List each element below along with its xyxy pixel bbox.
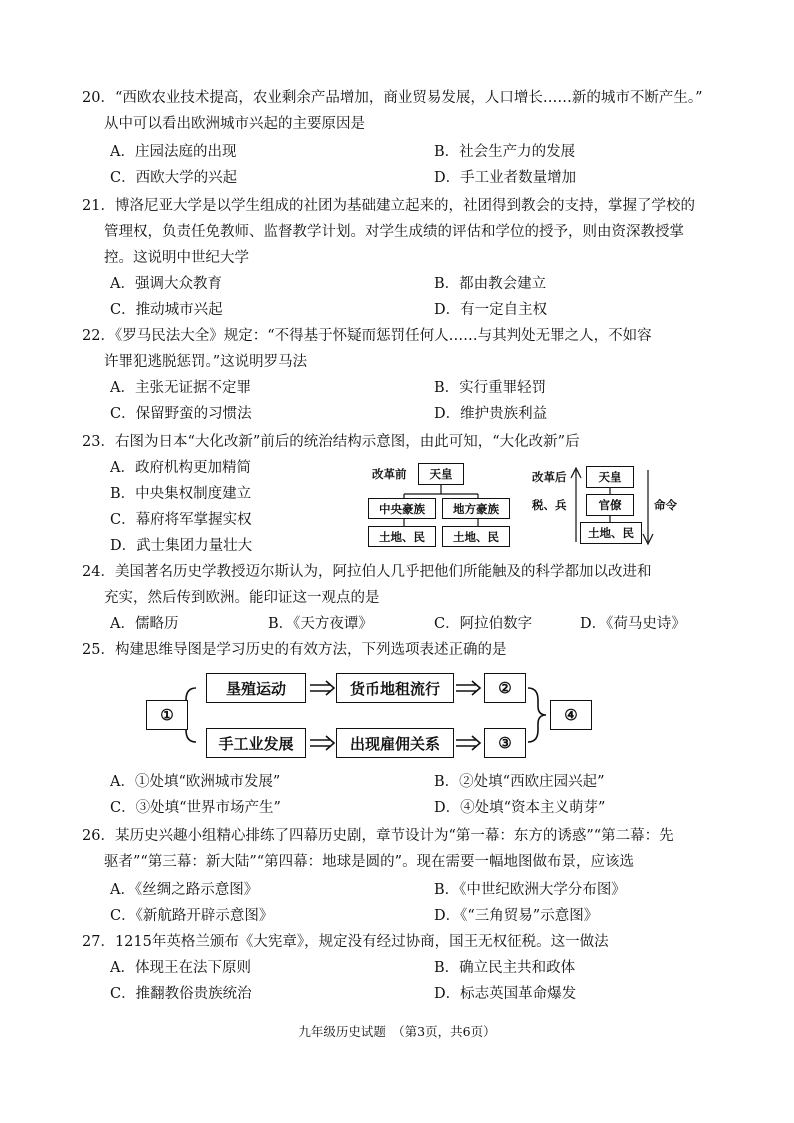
q23-option-d: D．武士集团力量壮大 xyxy=(110,538,253,554)
q20-option-b: B．社会生产力的发展 xyxy=(434,144,576,160)
diagram-before-land-people-2: 土地、民 xyxy=(442,526,510,547)
q22-option-d: D．维护贵族利益 xyxy=(434,406,548,422)
q20-option-c: C．西欧大学的兴起 xyxy=(110,170,238,186)
q26-option-c: C．《新航路开辟示意图》 xyxy=(110,908,274,924)
q20-stem-line-1: 20．“西欧农业技术提高，农业剩余产品增加，商业贸易发展，人口增长……新的城市不断产生。” xyxy=(82,90,703,106)
q21-option-b: B．都由教会建立 xyxy=(434,276,547,292)
q22-option-c: C．保留野蛮的习惯法 xyxy=(110,406,252,422)
diagram-before-land-people-1: 土地、民 xyxy=(368,526,436,547)
q22-stem-line-1: 22．《罗马民法大全》规定：“不得基于怀疑而惩罚任何人……与其判处无罪之人，不如容 xyxy=(82,328,652,344)
q21-option-a: A．强调大众教育 xyxy=(110,276,222,292)
q24-stem-line-1: 24．美国著名历史学教授迈尔斯认为，阿拉伯人几乎把他们所能触及的科学都加以改进和 xyxy=(82,564,652,580)
q27-stem-line-1: 27．1215年英格兰颁布《大宪章》，规定没有经过协商，国王无权征税。这一做法 xyxy=(82,934,609,950)
q25-option-b: B．②处填“西欧庄园兴起” xyxy=(434,774,605,790)
q20-option-a: A．庄园法庭的出现 xyxy=(110,144,237,160)
mindmap-node-3: ③ xyxy=(484,728,526,758)
q26-option-a: A．《丝绸之路示意图》 xyxy=(110,882,259,898)
q26-option-d: D．《“三角贸易”示意图》 xyxy=(434,908,599,924)
q21-stem-line-3: 控。这说明中世纪大学 xyxy=(104,250,249,266)
page-footer: 九年级历史试题 （第3页，共6页） xyxy=(298,1024,496,1039)
q22-option-b: B．实行重罪轻罚 xyxy=(434,380,547,396)
q20-stem-line-2: 从中可以看出欧洲城市兴起的主要原因是 xyxy=(104,116,365,132)
q27-option-c: C．推翻教俗贵族统治 xyxy=(110,986,252,1002)
q23-stem-line-1: 23．右图为日本“大化改新”前后的统治结构示意图，由此可知，“大化改新”后 xyxy=(82,434,580,450)
q25-option-c: C．③处填“世界市场产生” xyxy=(110,800,281,816)
diagram-after-label: 改革后 xyxy=(532,470,567,484)
q26-option-b: B．《中世纪欧洲大学分布图》 xyxy=(434,882,626,898)
mindmap-node-1: ① xyxy=(146,700,188,730)
q24-option-d: D．《荷马史诗》 xyxy=(580,616,686,632)
diagram-before-central-clan: 中央豪族 xyxy=(368,498,436,519)
diagram-order-label: 命令 xyxy=(654,498,677,512)
mindmap-money-rent: 货币地租流行 xyxy=(336,673,454,703)
q21-stem-line-1: 21．博洛尼亚大学是以学生组成的社团为基础建立起来的，社团得到教会的支持，掌握了学校的 xyxy=(82,198,695,214)
diagram-tax-soldier-label: 税、兵 xyxy=(532,498,567,512)
diagram-after-land-people: 土地、民 xyxy=(580,522,642,544)
diagram-before-emperor: 天皇 xyxy=(418,463,464,485)
q23-option-c: C．幕府将军掌握实权 xyxy=(110,512,252,528)
q25-option-d: D．④处填“资本主义萌芽” xyxy=(434,800,606,816)
q27-option-d: D．标志英国革命爆发 xyxy=(434,986,577,1002)
diagram-before-local-clan: 地方豪族 xyxy=(442,498,510,519)
diagram-after-emperor: 天皇 xyxy=(586,466,634,488)
mindmap-node-4: ④ xyxy=(550,700,592,730)
q21-option-c: C．推动城市兴起 xyxy=(110,302,223,318)
q23-option-b: B．中央集权制度建立 xyxy=(110,486,252,502)
mindmap-reclamation: 垦殖运动 xyxy=(206,673,306,703)
q23-option-a: A．政府机构更加精简 xyxy=(110,460,251,476)
q20-option-d: D．手工业者数量增加 xyxy=(434,170,577,186)
diagram-after-officials: 官僚 xyxy=(586,494,634,516)
q27-option-b: B．确立民主共和政体 xyxy=(434,960,576,976)
q24-stem-line-2: 充实，然后传到欧洲。能印证这一观点的是 xyxy=(104,590,380,606)
q21-stem-line-2: 管理权，负责任免教师、监督教学计划。对学生成绩的评估和学位的授予，则由资深教授掌 xyxy=(104,224,684,240)
q26-stem-line-2: 驱者”“第三幕：新大陆”“第四幕：地球是圆的”。现在需要一幅地图做布景，应该选 xyxy=(104,854,635,870)
q25-option-a: A．①处填“欧洲城市发展” xyxy=(110,774,281,790)
diagram-before-label: 改革前 xyxy=(372,467,407,481)
q22-option-a: A．主张无证据不定罪 xyxy=(110,380,251,396)
mindmap-handicraft: 手工业发展 xyxy=(206,728,306,758)
q25-stem-line-1: 25．构建思维导图是学习历史的有效方法，下列选项表述正确的是 xyxy=(82,642,507,658)
q24-option-b: B．《天方夜谭》 xyxy=(268,616,373,632)
mindmap-wage-labor: 出现雇佣关系 xyxy=(336,728,454,758)
q27-option-a: A．体现王在法下原则 xyxy=(110,960,251,976)
q22-stem-line-2: 许罪犯逃脱惩罚。”这说明罗马法 xyxy=(104,354,308,370)
q26-stem-line-1: 26．某历史兴趣小组精心排练了四幕历史剧，章节设计为“第一幕：东方的诱惑”“第二幕：先 xyxy=(82,828,674,844)
mindmap-node-2: ② xyxy=(484,673,526,703)
q24-option-c: C．阿拉伯数字 xyxy=(434,616,533,632)
q21-option-d: D．有一定自主权 xyxy=(434,302,548,318)
q24-option-a: A．儒略历 xyxy=(110,616,179,632)
